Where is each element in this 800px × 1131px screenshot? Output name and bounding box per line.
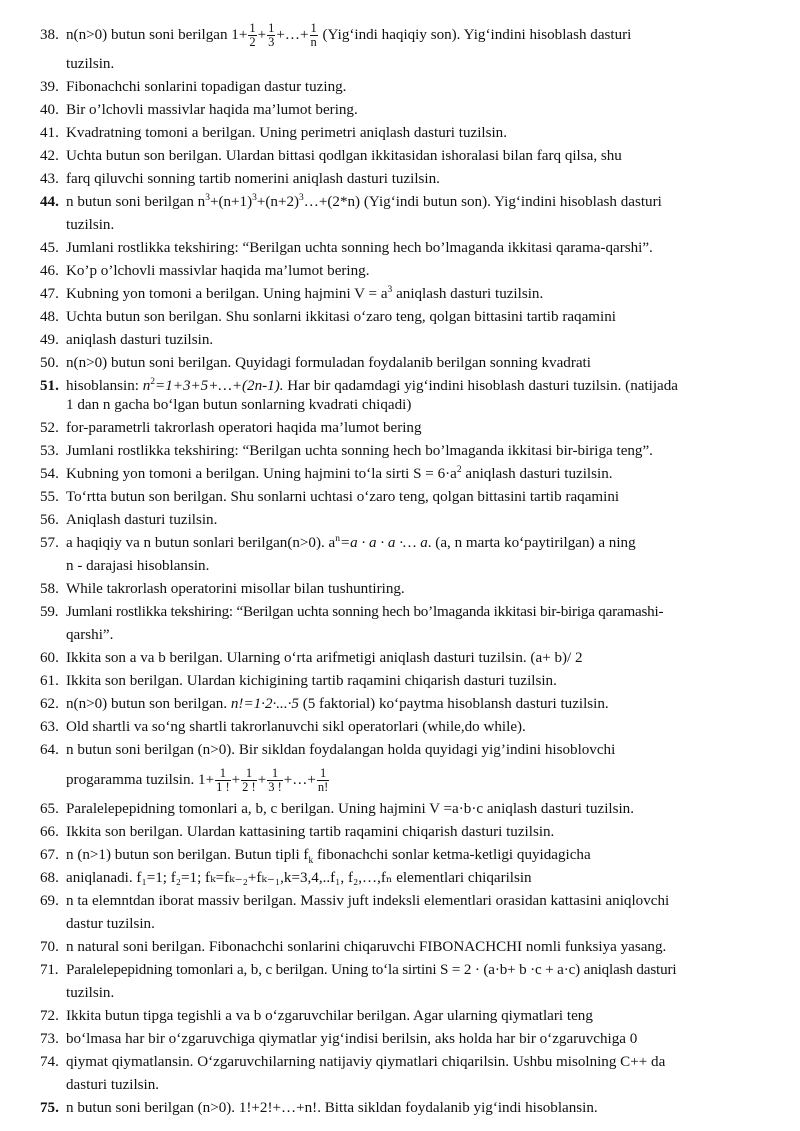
item-text: Bir o’lchovli massivlar haqida ma’lumot bering.: [66, 102, 358, 119]
list-item: 59. Jumlani rostlikka tekshiring: “Berilgan uchta sonning hech bo’lmaganda ikkitasi bir-biriga qaramashi-: [40, 601, 776, 624]
sum-formula: 1+ $\frac{1}{1 !}$ + $\frac{1}{2 !}$ + $\frac{1}{3 !}$ +…+ $\frac{1}{n!}$: [198, 766, 329, 795]
list-item: 45. Jumlani rostlikka tekshiring: “Berilgan uchta sonning hech bo’lmaganda ikkitasi qarama-qarshi”.: [40, 237, 776, 260]
fraction: $\frac{1}{1 !}$: [216, 766, 230, 795]
item-text: Kubning yon tomoni a berilgan. Uning hajmini $V = a^3$ aniqlash dasturi tuzilsin.: [66, 285, 544, 303]
item-text: bo‘lmasa har bir o‘zgaruvchiga qiymatlar yig‘indisi berilsin, aks holda har bir o‘zgaruvchiga 0: [66, 1031, 638, 1048]
sum-formula: 1+ $\frac{1}{2}$ + $\frac{1}{3}$ +…+ $\frac{1}{n}$: [231, 21, 317, 50]
list-item: 63. Old shartli va so‘ng shartli takrorlanuvchi sikl operatorlari (while,do while).: [40, 716, 776, 739]
item-text: a haqiqiy va n butun sonlari berilgan(n>0). $a^n=a \cdot a \cdot a$ ·… a. (a, n marta ko‘paytirilgan) a ning: [66, 534, 636, 552]
list-item: 49. aniqlash dasturi tuzilsin.: [40, 329, 776, 352]
list-item: 72. Ikkita butun tipga tegishli a va b o‘zgaruvchilar berilgan. Agar ularning qiymatlari teng: [40, 1005, 776, 1028]
list-item: 70. n natural soni berilgan. Fibonachchi sonlarini chiqaruvchi FIBONACHCHI nomli funksiya yasang.: [40, 936, 776, 959]
list-item: 41. Kvadratning tomoni a berilgan. Uning perimetri aniqlash dasturi tuzilsin.: [40, 122, 776, 145]
list-item: 56. Aniqlash dasturi tuzilsin.: [40, 509, 776, 532]
list-item: 39. Fibonachchi sonlarini topadigan dastur tuzing.: [40, 76, 776, 99]
item-text: n(n>0) butun son berilgan. n!=1·2·...·5 (5 faktorial) ko‘paytma hisoblansh dasturi tuzilsin.: [66, 696, 609, 713]
item-text: Uchta butun son berilgan. Ulardan bittasi qodlgan ikkitasidan ishoralasi bilan farq qilsa, shu: [66, 148, 622, 165]
list-item-continuation: progaramma tuzilsin. 1+ $\frac{1}{1 !}$ + $\frac{1}{2 !}$ + $\frac{1}{3 !}$ +…+ $\frac{1}{n!}$: [66, 766, 329, 795]
list-item: 40. Bir o’lchovli massivlar haqida ma’lumot bering.: [40, 99, 776, 122]
list-item-continuation: 1 dan n gacha bo‘lgan butun sonlarning kvadrati chiqadi): [66, 397, 412, 414]
list-item: 53. Jumlani rostlikka tekshiring: “Berilgan uchta sonning hech bo’lmaganda ikkitasi bir-biriga teng”.: [40, 440, 776, 463]
item-text: hisoblansin: $n^2=1+3+5+\dots+(2n-1)$. Har bir qadamdagi yig‘indini hisoblash dasturi tuzilsin. (natijada: [66, 377, 678, 395]
item-number: 38.: [40, 27, 59, 43]
item-text: n butun soni berilgan $n^3+(n+1)^3+(n+2)^3\dots+(2*n)$ (Yig‘indi butun son). Yig‘indini hisoblash dasturi: [66, 193, 662, 211]
item-text: Aniqlash dasturi tuzilsin.: [66, 512, 218, 529]
list-item: 64. n butun soni berilgan (n>0). Bir sikldan foydalangan holda quyidagi yig’indini hisoblovchi: [40, 739, 776, 762]
item-text: for-parametrli takrorlash operatori haqida ma’lumot bering: [66, 420, 422, 437]
item-text: Paralelepepidning tomonlari a, b, c berilgan. Uning to‘la sirtini S = 2 · (a·b+ b ·c + a·c) aniqlash dasturi: [66, 962, 677, 979]
item-text: n (n>1) butun son berilgan. Butun tipli $f_k$ fibonachchi sonlar ketma-ketligi quyidagicha: [66, 847, 591, 867]
item-text: To‘rtta butun son berilgan. Shu sonlarni uchtasi o‘zaro teng, qolgan bittasini tartib raqamini: [66, 489, 620, 506]
list-item-continuation: tuzilsin.: [66, 985, 115, 1002]
list-item-continuation: tuzilsin.: [66, 217, 115, 234]
item-text: Kubning yon tomoni a berilgan. Uning hajmini to‘la sirti $S = 6\cdot a^2$ aniqlash dasturi tuzilsin.: [66, 465, 613, 483]
list-item: 55. To‘rtta butun son berilgan. Shu sonlarni uchtasi o‘zaro teng, qolgan bittasini tartib raqamini: [40, 486, 776, 509]
fraction: $\frac{1}{3}$: [268, 21, 275, 50]
item-text: Fibonachchi sonlarini topadigan dastur tuzing.: [66, 79, 347, 96]
list-item: 62. n(n>0) butun son berilgan. n!=1·2·...·5 (5 faktorial) ko‘paytma hisoblansh dasturi tuzilsin.: [40, 693, 776, 716]
list-item: 42. Uchta butun son berilgan. Ulardan bittasi qodlgan ikkitasidan ishoralasi bilan farq qilsa, shu: [40, 145, 776, 168]
item-text: qiymat qiymatlansin. O‘zgaruvchilarning natijaviy qiymatlari chiqarilsin. Ushbu misolning C++ da: [66, 1054, 666, 1071]
item-text: While takrorlash operatorini misollar bilan tushuntiring.: [66, 581, 405, 598]
list-item-continuation: tuzilsin.: [66, 56, 115, 73]
item-text: n ta elemntdan iborat massiv berilgan. Massiv juft indeksli elementlari orasidan kattasini aniqlovchi: [66, 893, 670, 910]
item-text: Ikkita son berilgan. Ulardan kattasining tartib raqamini chiqarish dasturi tuzilsin.: [66, 824, 555, 841]
list-item: [40, 22, 776, 49]
list-item: 43. farq qiluvchi sonning tartib nomerini aniqlash dasturi tuzilsin.: [40, 168, 776, 191]
list-item: 44. n butun soni berilgan $n^3+(n+1)^3+(n+2)^3\dots+(2*n)$ (Yig‘indi butun son). Yig‘indini hisoblash dasturi: [40, 191, 776, 214]
item-text: n natural soni berilgan. Fibonachchi sonlarini chiqaruvchi FIBONACHCHI nomli funksiya yasang.: [66, 939, 667, 956]
item-text: n butun soni berilgan (n>0). Bir sikldan foydalangan holda quyidagi yig’indini hisoblovchi: [66, 742, 616, 759]
list-item: 61. Ikkita son berilgan. Ulardan kichigining tartib raqamini chiqarish dasturi tuzilsin.: [40, 670, 776, 693]
list-item: 73. bo‘lmasa har bir o‘zgaruvchiga qiymatlar yig‘indisi berilsin, aks holda har bir o‘zgaruvchiga 0: [40, 1028, 776, 1051]
item-text: Jumlani rostlikka tekshiring: “Berilgan uchta sonning hech bo’lmaganda ikkitasi bir-biriga qaramashi-: [66, 604, 664, 621]
list-item: 65. Paralelepepidning tomonlari a, b, c berilgan. Uning hajmini V =a·b·c aniqlash dasturi tuzilsin.: [40, 798, 776, 821]
item-text: farq qiluvchi sonning tartib nomerini aniqlash dasturi tuzilsin.: [66, 171, 440, 188]
list-item-continuation: dasturi tuzilsin.: [66, 1077, 160, 1094]
list-item: 66. Ikkita son berilgan. Ulardan kattasining tartib raqamini chiqarish dasturi tuzilsin.: [40, 821, 776, 844]
list-item: 52. for-parametrli takrorlash operatori haqida ma’lumot bering: [40, 417, 776, 440]
item-text: aniqlash dasturi tuzilsin.: [66, 332, 214, 349]
item-text: Ikkita son berilgan. Ulardan kichigining tartib raqamini chiqarish dasturi tuzilsin.: [66, 673, 557, 690]
list-item: 60. Ikkita son a va b berilgan. Ularning o‘rta arifmetigi aniqlash dasturi tuzilsin. (a+ b)/ 2: [40, 647, 776, 670]
list-item: 58. While takrorlash operatorini misollar bilan tushuntiring.: [40, 578, 776, 601]
list-item: 48. Uchta butun son berilgan. Shu sonlarni ikkitasi o‘zaro teng, qolgan bittasini tartib raqamini: [40, 306, 776, 329]
list-item: 54. Kubning yon tomoni a berilgan. Uning hajmini to‘la sirti $S = 6\cdot a^2$ aniqlash dasturi tuzilsin.: [40, 463, 776, 486]
item-text: Jumlani rostlikka tekshiring: “Berilgan uchta sonning hech bo’lmaganda ikkitasi bir-biriga teng”.: [66, 443, 653, 460]
item-text: Jumlani rostlikka tekshiring: “Berilgan uchta sonning hech bo’lmaganda ikkitasi qarama-qarshi”.: [66, 240, 653, 257]
fraction: $\frac{1}{n!}$: [317, 766, 329, 795]
list-item: 50. n(n>0) butun soni berilgan. Quyidagi formuladan foydalanib berilgan sonning kvadrati: [40, 352, 776, 375]
list-item: 67. n (n>1) butun son berilgan. Butun tipli $f_k$ fibonachchi sonlar ketma-ketligi quyidagicha: [40, 844, 776, 867]
fraction: $\frac{1}{n}$: [310, 21, 317, 50]
list-item: 68. aniqlanadi. f₁=1; f₂=1; fₖ=fₖ₋₂+fₖ₋₁,k=3,4,..f₁, f₂,…,fₙ elementlari chiqarilsin: [40, 867, 776, 890]
list-item-continuation: dastur tuzilsin.: [66, 916, 155, 933]
list-item-continuation: n - darajasi hisoblansin.: [66, 558, 210, 575]
task-list: [40, 22, 776, 1120]
fraction: $\frac{1}{2}$: [249, 21, 256, 50]
item-text: Ikkita butun tipga tegishli a va b o‘zgaruvchilar berilgan. Agar ularning qiymatlari teng: [66, 1008, 593, 1025]
item-text: Ko’p o’lchovli massivlar haqida ma’lumot bering.: [66, 263, 370, 280]
list-item: 71. Paralelepepidning tomonlari a, b, c berilgan. Uning to‘la sirtini S = 2 · (a·b+ b ·c + a·c) aniqlash dasturi: [40, 959, 776, 982]
list-item: 69. n ta elemntdan iborat massiv berilgan. Massiv juft indeksli elementlari orasidan kattasini aniqlovchi: [40, 890, 776, 913]
item-text: Uchta butun son berilgan. Shu sonlarni ikkitasi o‘zaro teng, qolgan bittasini tartib raqamini: [66, 309, 616, 326]
list-item: 51. hisoblansin: $n^2=1+3+5+\dots+(2n-1)$. Har bir qadamdagi yig‘indini hisoblash dasturi tuzilsin. (natijada: [40, 375, 776, 398]
list-item: 74. qiymat qiymatlansin. O‘zgaruvchilarning natijaviy qiymatlari chiqarilsin. Ushbu misolning C++ da: [40, 1051, 776, 1074]
list-item-continuation: qarshi”.: [66, 627, 114, 644]
list-item: 75. n butun soni berilgan (n>0). 1!+2!+…+n!. Bitta sikldan foydalanib yig‘indi hisoblansin.: [40, 1097, 776, 1120]
list-item: 46. Ko’p o’lchovli massivlar haqida ma’lumot bering.: [40, 260, 776, 283]
item-text: Old shartli va so‘ng shartli takrorlanuvchi sikl operatorlari (while,do while).: [66, 719, 526, 736]
item-text: Kvadratning tomoni a berilgan. Uning perimetri aniqlash dasturi tuzilsin.: [66, 125, 507, 142]
list-item: 47. Kubning yon tomoni a berilgan. Uning hajmini $V = a^3$ aniqlash dasturi tuzilsin.: [40, 283, 776, 306]
fraction: $\frac{1}{3 !}$: [268, 766, 282, 795]
fraction: $\frac{1}{2 !}$: [242, 766, 256, 795]
item-text: n(n>0) butun soni berilgan 1+ $\frac{1}{2}$ + $\frac{1}{3}$ +…+ $\frac{1}{n}$ (Yig‘indi haqiqiy son). Yig‘indini hisoblash dasturi: [66, 21, 632, 50]
item-text: Ikkita son a va b berilgan. Ularning o‘rta arifmetigi aniqlash dasturi tuzilsin. (a+ b)/ 2: [66, 650, 583, 667]
item-text: aniqlanadi. f₁=1; f₂=1; fₖ=fₖ₋₂+fₖ₋₁,k=3,4,..f₁, f₂,…,fₙ elementlari chiqarilsin: [66, 870, 532, 887]
item-text: Paralelepepidning tomonlari a, b, c berilgan. Uning hajmini V =a·b·c aniqlash dasturi tuzilsin.: [66, 801, 634, 818]
list-item: 57. a haqiqiy va n butun sonlari berilgan(n>0). $a^n=a \cdot a \cdot a$ ·… a. (a, n marta ko‘paytirilgan) a ning: [40, 532, 776, 555]
item-text: n(n>0) butun soni berilgan. Quyidagi formuladan foydalanib berilgan sonning kvadrati: [66, 355, 591, 372]
item-text: n butun soni berilgan (n>0). 1!+2!+…+n!. Bitta sikldan foydalanib yig‘indi hisoblansin.: [66, 1100, 598, 1117]
